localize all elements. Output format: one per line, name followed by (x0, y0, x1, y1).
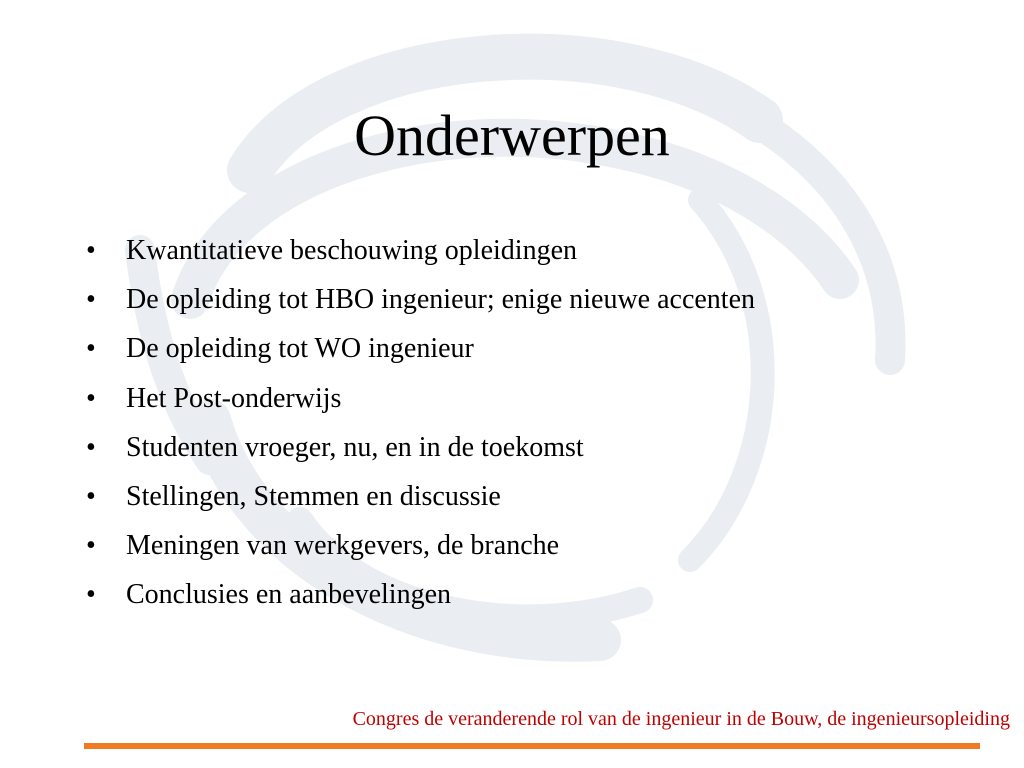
slide-title: Onderwerpen (354, 103, 670, 168)
bullet-item (86, 570, 755, 619)
bullet-text: Het Post-onderwijs (126, 382, 342, 414)
bullet-item (86, 423, 755, 472)
bullet-text: Meningen van werkgevers, de branche (126, 530, 560, 562)
bullet-dot-icon: • (86, 382, 96, 414)
bullet-dot-icon: • (86, 579, 96, 611)
bullet-dot-icon: • (86, 530, 96, 562)
bullet-text: Conclusies en aanbevelingen (126, 579, 452, 611)
bullet-item (86, 374, 755, 423)
bullet-item (86, 324, 755, 373)
bullet-list (86, 226, 755, 620)
bullet-dot-icon: • (86, 284, 96, 316)
bullet-text: De opleiding tot HBO ingenieur; enige nieuwe accenten (126, 284, 756, 316)
bullet-text: Studenten vroeger, nu, en in de toekomst (126, 431, 584, 463)
bullet-text: De opleiding tot WO ingenieur (126, 333, 474, 365)
bullet-item (86, 275, 755, 324)
bullet-text: Kwantitatieve beschouwing opleidingen (126, 235, 577, 266)
slide-footer: Congres de veranderende rol van de ingenieur in de Bouw, de ingenieursopleiding (352, 708, 1010, 730)
bullet-item (86, 472, 755, 521)
footer-divider (84, 743, 980, 749)
bullet-item (86, 226, 755, 275)
bullet-dot-icon: • (86, 333, 96, 365)
bullet-dot-icon: • (86, 481, 96, 513)
bullet-dot-icon: • (86, 431, 96, 463)
bullet-item (86, 521, 755, 570)
bullet-dot-icon: • (86, 235, 96, 266)
bullet-text: Stellingen, Stemmen en discussie (126, 481, 501, 513)
